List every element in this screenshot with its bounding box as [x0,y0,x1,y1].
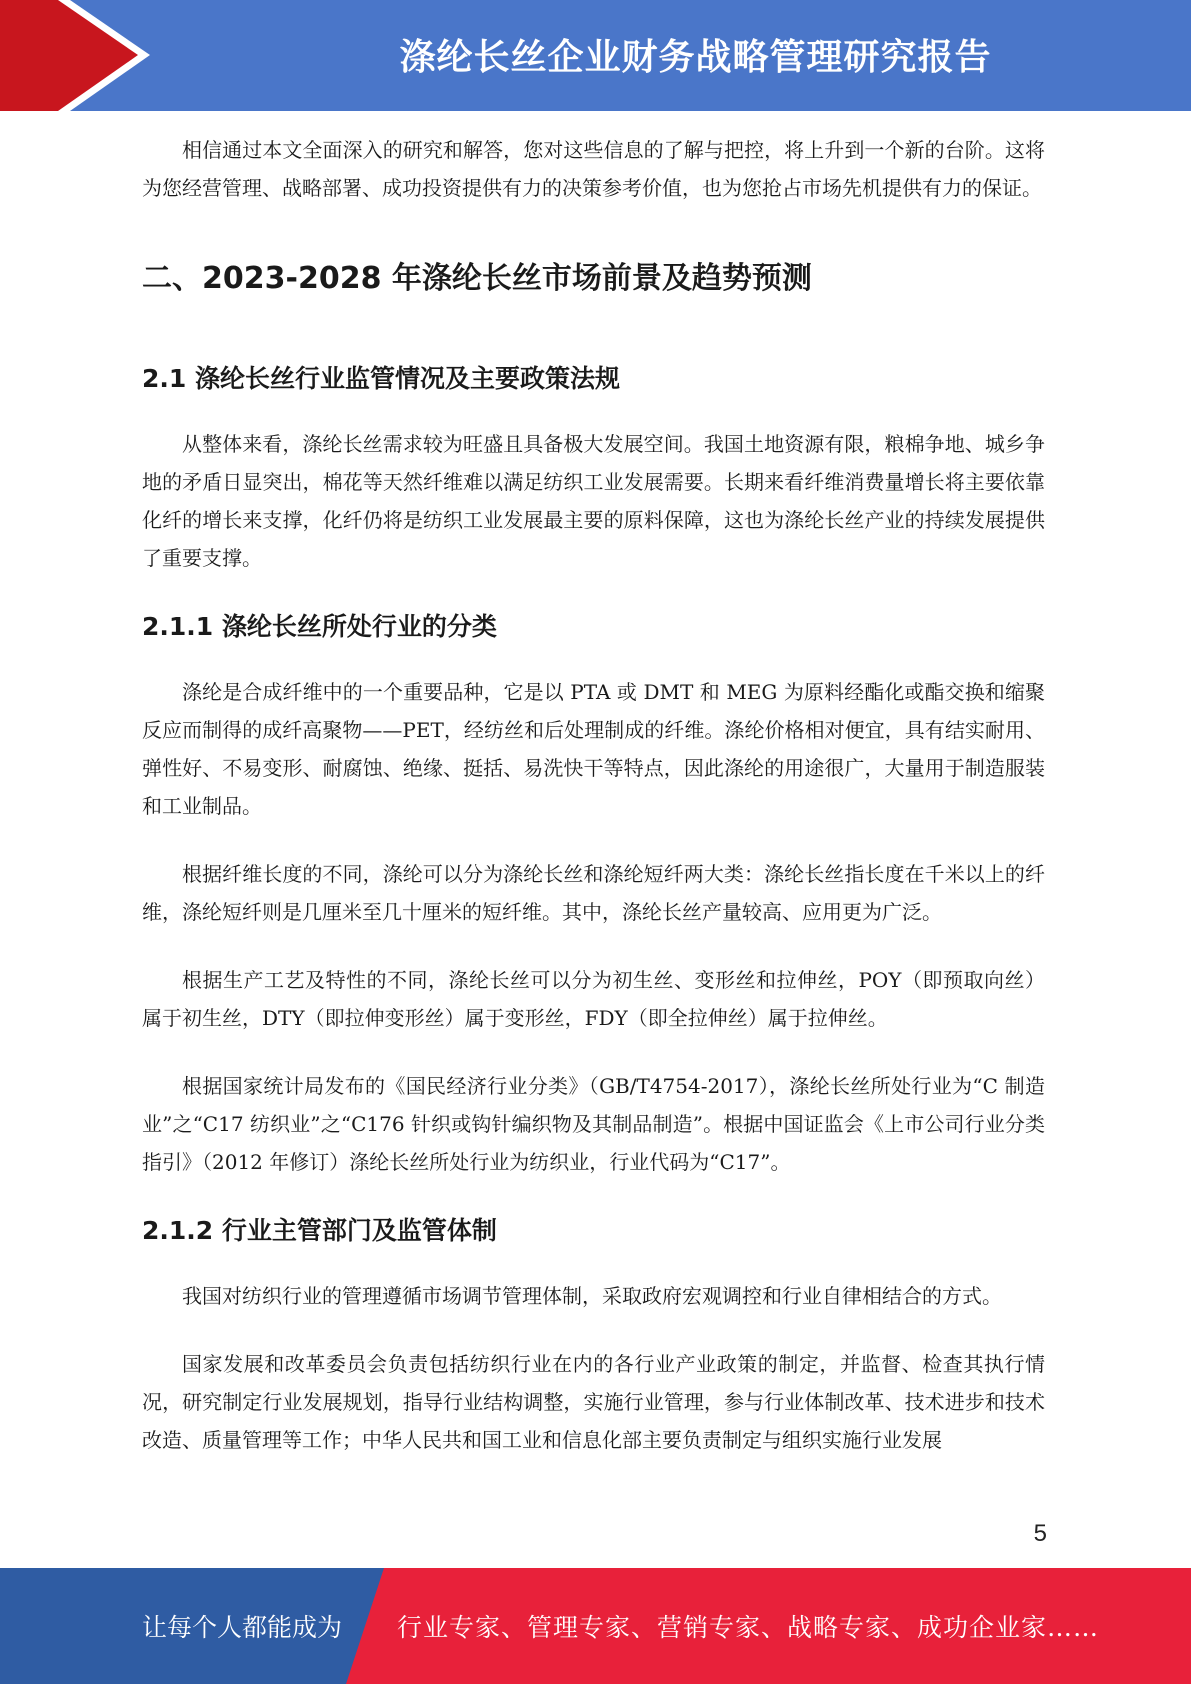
paragraph-2-1-1-c: 根据生产工艺及特性的不同，涤纶长丝可以分为初生丝、变形丝和拉伸丝，POY（即预取向丝）属于初生丝，DTY（即拉伸变形丝）属于变形丝，FDY（即全拉伸丝）属于拉伸丝。 [142,968,1045,1030]
page-number: 5 [1033,1520,1047,1547]
heading-2-1-1: 2.1.1 涤纶长丝所处行业的分类 [142,612,497,641]
paragraph-2-1: 从整体来看，涤纶长丝需求较为旺盛且具备极大发展空间。我国土地资源有限，粮棉争地、城乡争地的矛盾日显突出，棉花等天然纤维难以满足纺织工业发展需要。长期来看纤维消费量增长将主要依靠化纤的增长来支撑，化纤仍将是纺织工业发展最主要的原料保障，这也为涤纶长丝产业的持续发展提供了重要支撑。 [142,432,1045,570]
document-body [142,131,1045,1459]
page-footer [0,1568,1191,1684]
intro-paragraph: 相信通过本文全面深入的研究和解答，您对这些信息的了解与把控，将上升到一个新的台阶。这将为您经营管理、战略部署、成功投资提供有力的决策参考价值，也为您抢占市场先机提供有力的保证。 [142,138,1045,200]
paragraph-2-1-1-d: 根据国家统计局发布的《国民经济行业分类》（GB/T4754-2017），涤纶长丝所处行业为“C 制造业”之“C17 纺织业”之“C176 针织或钩针编织物及其制品制造”。根据中国证监会《上市公司行业分类指引》（2012 年修订）涤纶长丝所处行业为纺织业，行业代码为“C17”。 [142,1074,1045,1174]
heading-2-1-2: 2.1.2 行业主管部门及监管体制 [142,1216,497,1245]
paragraph-2-1-2-b: 国家发展和改革委员会负责包括纺织行业在内的各行业产业政策的制定，并监督、检查其执行情况，研究制定行业发展规划，指导行业结构调整，实施行业管理，参与行业体制改革、技术进步和技术改造、质量管理等工作；中华人民共和国工业和信息化部主要负责制定与组织实施行业发展 [142,1352,1045,1452]
paragraph-2-1-1-a: 涤纶是合成纤维中的一个重要品种，它是以 PTA 或 DMT 和 MEG 为原料经酯化或酯交换和缩聚反应而制得的成纤高聚物——PET，经纺丝和后处理制成的纤维。涤纶价格相对便宜，具有结实耐用、弹性好、不易变形、耐腐蚀、绝缘、挺括、易洗快干等特点，因此涤纶的用途很广，大量用于制造服装和工业制品。 [142,680,1045,818]
footer-slogan-left: 让每个人都能成为 [142,1613,343,1642]
paragraph-2-1-2-a: 我国对纺织行业的管理遵循市场调节管理体制，采取政府宏观调控和行业自律相结合的方式。 [182,1284,1002,1308]
section-heading-2: 二、2023-2028 年涤纶长丝市场前景及趋势预测 [142,261,812,296]
footer-slogan-right: 行业专家、管理专家、营销专家、战略专家、成功企业家…… [397,1613,1100,1642]
heading-2-1: 2.1 涤纶长丝行业监管情况及主要政策法规 [142,364,620,393]
paragraph-2-1-1-b: 根据纤维长度的不同，涤纶可以分为涤纶长丝和涤纶短纤两大类：涤纶长丝指长度在千米以上的纤维，涤纶短纤则是几厘米至几十厘米的短纤维。其中，涤纶长丝产量较高、应用更为广泛。 [142,862,1045,924]
page-header [0,0,1191,111]
report-title: 涤纶长丝企业财务战略管理研究报告 [399,36,992,78]
